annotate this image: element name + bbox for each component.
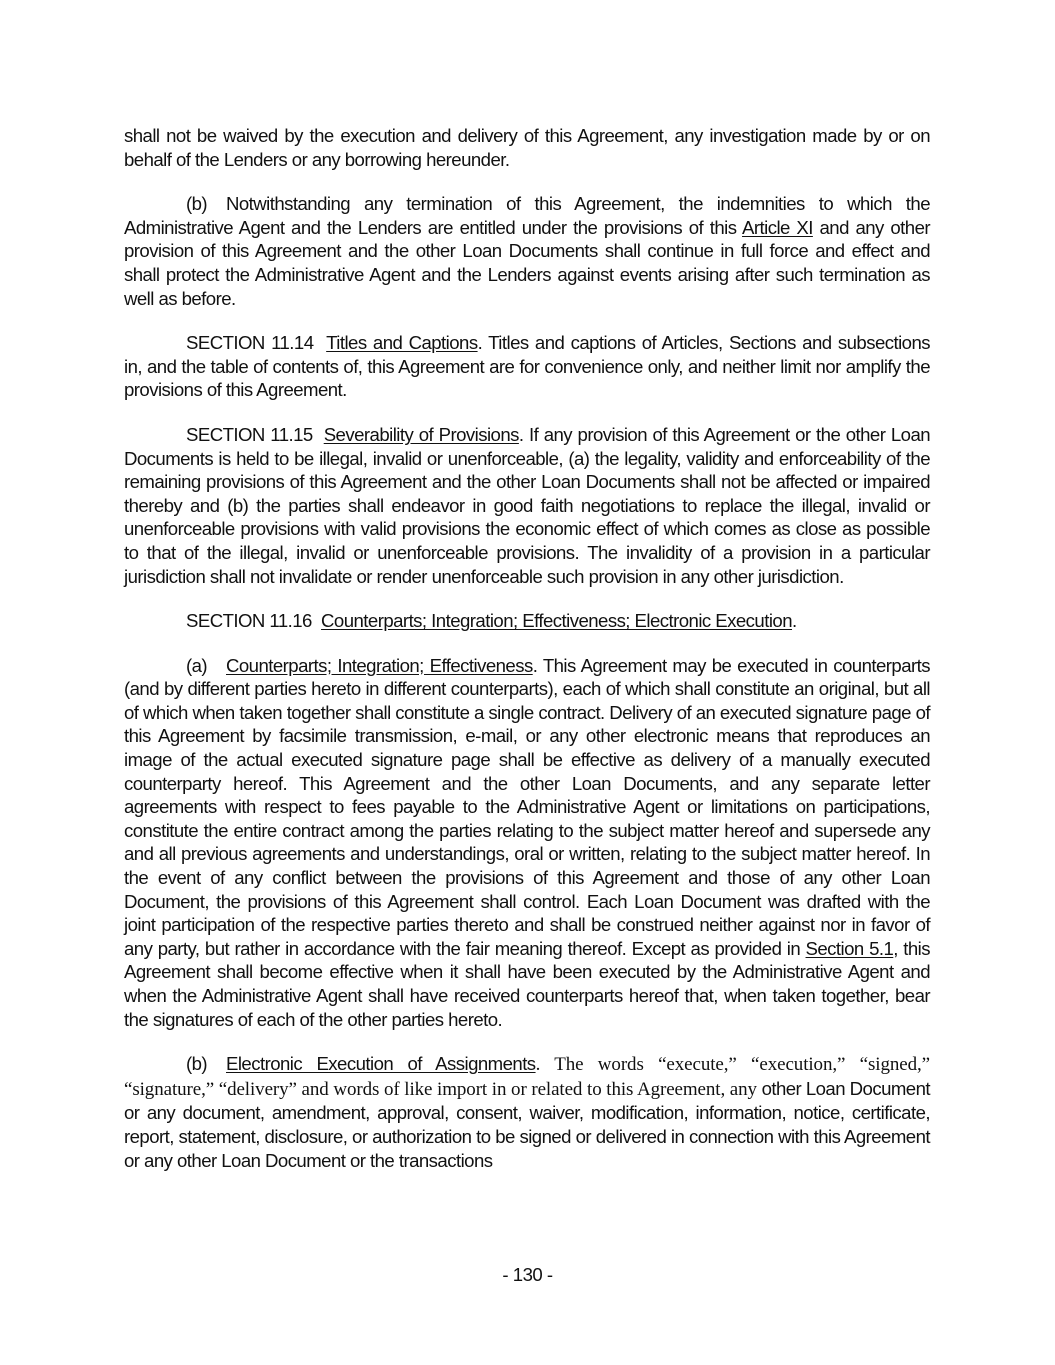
paragraph-b-survival: (b) Notwithstanding any termination of this Agreement, the indemnities to which the Administrative Agent and the Lenders are entitled under the provisions of this Article XI and any other provision of this Agreement and the other Loan Documents shall continue in full force and effect and shall protect the Administrative Agent and the Lenders against events arising after such termination as well as before. [124, 193, 930, 309]
section-number: SECTION 11.14 [186, 332, 314, 354]
section-title: Titles and Captions [326, 332, 478, 354]
document-page [124, 124, 930, 1193]
section-title: Severability of Provisions [323, 423, 519, 445]
clause-title: Electronic Execution of Assignments [226, 1053, 536, 1075]
section-number: SECTION 11.15 [186, 423, 313, 445]
page-number: - 130 - [502, 1264, 553, 1285]
clause-title: Counterparts; Integration; Effectiveness [226, 654, 533, 676]
paragraph-continuation: shall not be waived by the execution and delivery of this Agreement, any investigation made by or on behalf of the Lenders or any borrowing hereunder. [124, 125, 930, 170]
clause-label: (b) [186, 193, 208, 215]
clause-label: (a) [186, 654, 208, 676]
article-xi-reference: Article XI [742, 216, 813, 238]
section-title: Counterparts; Integration; Effectiveness; Electronic Execution [321, 610, 793, 632]
section-11-16-a: (a) Counterparts; Integration; Effectiveness. This Agreement may be executed in counterparts (and by different parties hereto in different counterparts), each of which shall constitute an original, but all of which when taken together shall constitute a single contract. Delivery of an executed signature page of this Agreement by facsimile transmission, e-mail, or any other electronic means that reproduces an image of the actual executed signature page shall be effective as delivery of a manually executed counterparty hereof. This Agreement and the other Loan Documents, and any separate letter agreements with respect to fees payable to the Administrative Agent or limitations on participations, constitute the entire contract among the parties relating to the subject matter hereof and supersede any and all previous agreements and understandings, oral or written, relating to the subject matter hereof. In the event of any conflict between the provisions of this Agreement and those of any other Loan Document, the provisions of this Agreement shall control. Each Loan Document was drafted with the joint participation of the respective parties thereto and shall be construed neither against nor in favor of any party, but rather in accordance with the fair meaning thereof. Except as provided in Section 5.1, this Agreement shall become effective when it shall have been executed by the Administrative Agent and when the Administrative Agent shall have received counterparts hereof that, when taken together, bear the signatures of each of the other parties hereto. [124, 654, 931, 1030]
section-11-15: SECTION 11.15 Severability of Provisions. If any provision of this Agreement or the other Loan Documents is held to be illegal, invalid or unenforceable, (a) the legality, validity and enforceability of the remaining provisions of this Agreement and the other Loan Documents shall not be affected or impaired thereby and (b) the parties shall endeavor in good faith negotiations to replace the illegal, invalid or unenforceable provisions with valid provisions the economic effect of which comes as close as possible to that of the illegal, invalid or unenforceable provisions. The invalidity of a provision in a particular jurisdiction shall not invalidate or render unenforceable such provision in any other jurisdiction. [124, 423, 931, 587]
section-11-16: SECTION 11.16 Counterparts; Integration; Effectiveness; Electronic Execution. [186, 610, 797, 632]
clause-label: (b) [186, 1053, 208, 1075]
section-11-16-b: (b) Electronic Execution of Assignments. The words “execute,” “execution,” “signed,” “signature,” “delivery” and words of like import in or related to this Agreement, any other Loan Document or any document, amendment, approval, consent, waiver, modification, information, notice, certificate, report, statement, disclosure, or authorization to be signed or delivered in connection with this Agreement or any other Loan Document or the transactions [124, 1053, 931, 1171]
section-5-1-reference: Section 5.1 [805, 937, 894, 959]
section-number: SECTION 11.16 [186, 610, 312, 632]
section-11-14: SECTION 11.14 Titles and Captions. Titles and captions of Articles, Sections and subsections in, and the table of contents of, this Agreement are for convenience only, and neither limit nor amplify the provisions of this Agreement. [124, 332, 931, 401]
